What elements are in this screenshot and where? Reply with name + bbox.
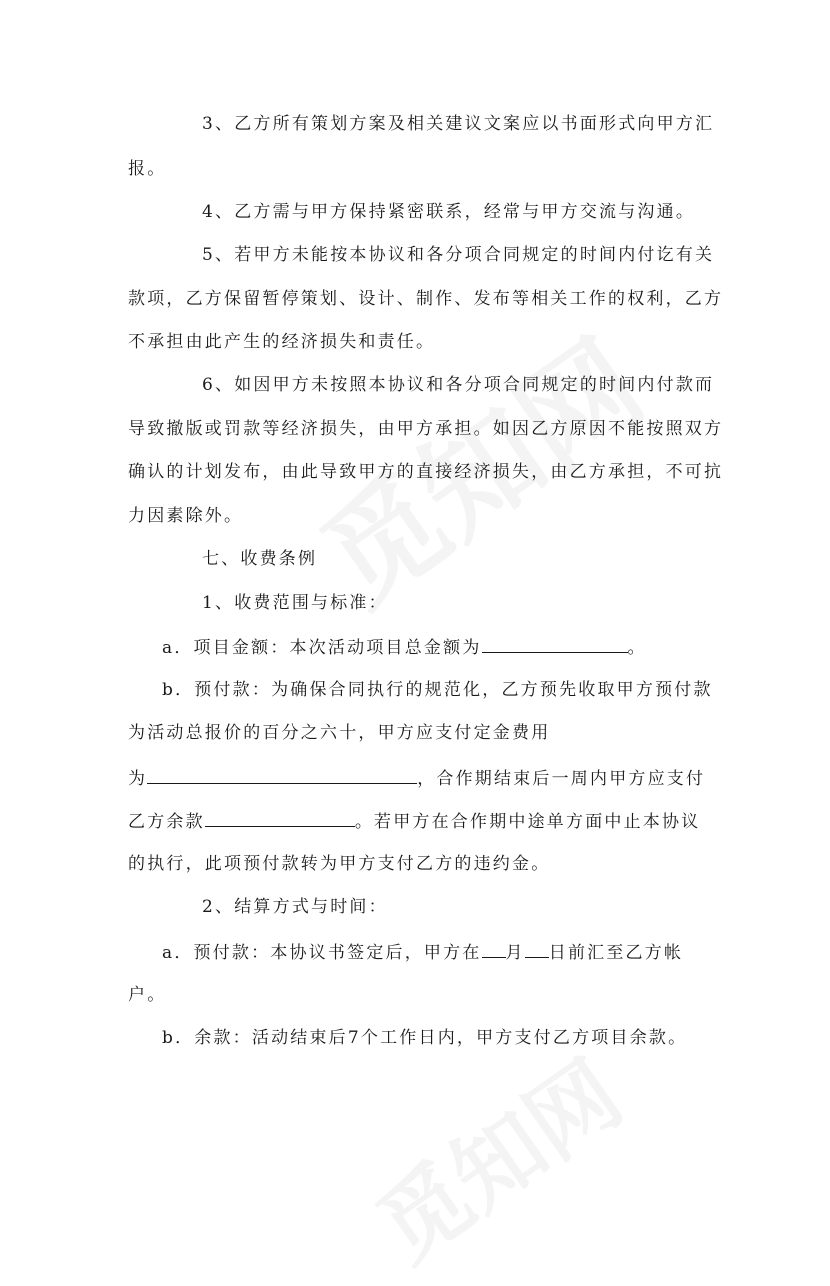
month-blank [482, 939, 506, 958]
watermark [347, 1024, 643, 1285]
clause-6-line-3: 确认的计划发布，由此导致甲方的直接经济损失，由乙方承担，不可抗 [128, 462, 724, 482]
prepayment-line-4 [128, 808, 708, 834]
subsection-1-heading: 1、收费范围与标准： [202, 593, 388, 613]
clause-6-line-4: 力因素除外。 [128, 506, 244, 526]
month-label: 月 [505, 943, 525, 963]
prepayment-line-3 [128, 765, 708, 791]
day-blank [525, 939, 549, 958]
balance-blank [205, 808, 355, 827]
settlement-line-2: 户。 [128, 985, 167, 1005]
clause-5-line-3: 不承担由此产生的经济损失和责任。 [128, 332, 436, 352]
prepayment-line-2: 为活动总报价的百分之六十，甲方应支付定金费用 [128, 723, 551, 743]
balance-payment-line: b．余款：活动结束后7个工作日内，甲方支付乙方项目余款。 [162, 1028, 688, 1048]
clause-5-line-2: 款项，乙方保留暂停策划、设计、制作、发布等相关工作的权利，乙方 [128, 289, 724, 309]
amount-blank [482, 634, 628, 653]
balance-label: 乙方余款 [128, 812, 205, 832]
prepayment-line-5: 的执行，此项预付款转为甲方支付乙方的违约金。 [128, 854, 551, 874]
prepayment-line-1: b．预付款：为确保合同执行的规范化，乙方预先收取甲方预付款 [162, 680, 713, 700]
clause-3-line-1: 3、乙方所有策划方案及相关建议文案应以书面形式向甲方汇 [202, 114, 715, 134]
section-heading: 七、收费条例 [202, 549, 318, 569]
prepayment-suffix: ，合作期结束后一周内甲方应支付 [417, 769, 706, 789]
clause-4-line-1: 4、乙方需与甲方保持紧密联系，经常与甲方交流与沟通。 [202, 202, 696, 222]
clause-3-line-2: 报。 [128, 159, 167, 179]
settlement-prefix: a．预付款：本协议书签定后，甲方在 [162, 943, 482, 963]
deposit-blank [147, 765, 417, 784]
balance-suffix: 。若甲方在合作期中途单方面中止本协议 [354, 812, 701, 832]
clause-6-line-1: 6、如因甲方未按照本协议和各分项合同规定的时间内付款而 [202, 375, 715, 395]
prepayment-prefix: 为 [128, 769, 148, 789]
project-amount-line [162, 634, 708, 660]
settlement-suffix: 日前汇至乙方帐 [548, 943, 684, 963]
project-amount-label: a．项目金额：本次活动项目总金额为 [162, 638, 482, 658]
clause-5-line-1: 5、若甲方未能按本协议和各分项合同规定的时间内付讫有关 [202, 245, 715, 265]
clause-6-line-2: 导致撤版或罚款等经济损失，由甲方承担。如因乙方原因不能按照双方 [128, 419, 724, 439]
settlement-line-1 [162, 939, 708, 965]
subsection-2-heading: 2、结算方式与时间： [202, 897, 388, 917]
period: 。 [627, 638, 647, 658]
